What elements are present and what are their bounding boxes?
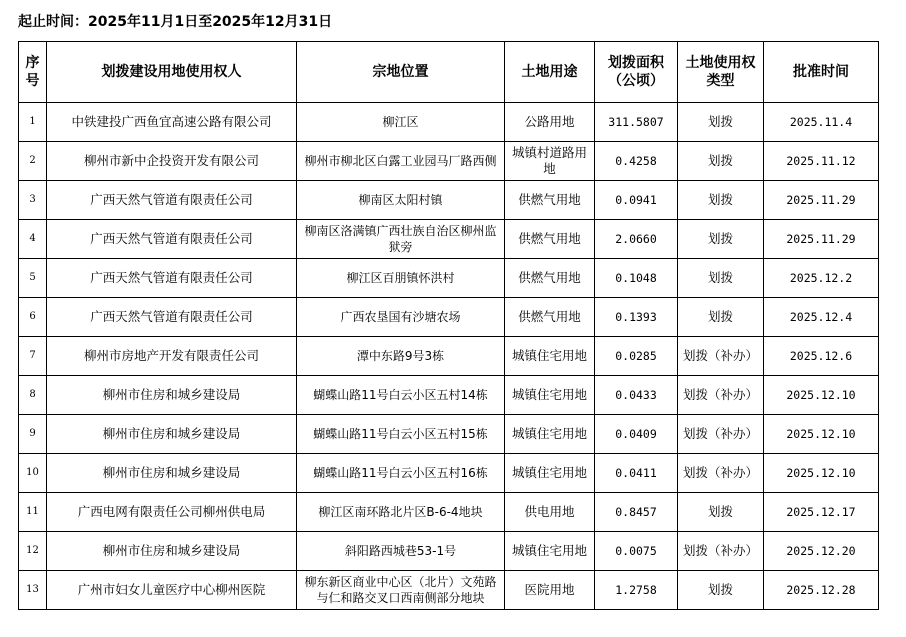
location-cell: 柳南区太阳村镇 <box>297 181 505 220</box>
serial-number-cell: 1 <box>19 103 47 142</box>
serial-number-cell: 5 <box>19 259 47 298</box>
land-holder-cell: 柳州市住房和城乡建设局 <box>47 454 297 493</box>
land-holder-cell: 柳州市房地产开发有限责任公司 <box>47 337 297 376</box>
right-type-cell: 划拨（补办） <box>678 337 764 376</box>
serial-number-cell: 7 <box>19 337 47 376</box>
approval-date-cell: 2025.12.10 <box>764 454 879 493</box>
land-holder-cell: 广西天然气管道有限责任公司 <box>47 259 297 298</box>
table-row <box>19 181 879 220</box>
serial-number-cell: 3 <box>19 181 47 220</box>
serial-number-cell: 6 <box>19 298 47 337</box>
serial-number-cell: 9 <box>19 415 47 454</box>
area-cell: 0.0409 <box>595 415 678 454</box>
table-row <box>19 259 879 298</box>
right-type-cell: 划拨（补办） <box>678 376 764 415</box>
table-row <box>19 376 879 415</box>
approval-date-cell: 2025.12.6 <box>764 337 879 376</box>
table-row <box>19 454 879 493</box>
land-use-cell: 公路用地 <box>505 103 595 142</box>
approval-date-cell: 2025.11.29 <box>764 181 879 220</box>
right-type-cell: 划拨（补办） <box>678 532 764 571</box>
land-use-cell: 供燃气用地 <box>505 220 595 259</box>
approval-date-cell: 2025.12.10 <box>764 415 879 454</box>
column-header-approval-date: 批准时间 <box>764 42 879 103</box>
approval-date-cell: 2025.11.4 <box>764 103 879 142</box>
column-header-area: 划拨面积（公顷） <box>595 42 678 103</box>
serial-number-cell: 8 <box>19 376 47 415</box>
serial-number-cell: 13 <box>19 571 47 610</box>
column-header-serial-number: 序号 <box>19 42 47 103</box>
right-type-cell: 划拨 <box>678 298 764 337</box>
area-cell: 1.2758 <box>595 571 678 610</box>
location-cell: 柳江区 <box>297 103 505 142</box>
area-cell: 0.1393 <box>595 298 678 337</box>
area-cell: 0.4258 <box>595 142 678 181</box>
table-row <box>19 532 879 571</box>
area-cell: 0.0285 <box>595 337 678 376</box>
right-type-cell: 划拨 <box>678 142 764 181</box>
approval-date-cell: 2025.12.10 <box>764 376 879 415</box>
land-holder-cell: 柳州市住房和城乡建设局 <box>47 532 297 571</box>
approval-date-cell: 2025.12.2 <box>764 259 879 298</box>
location-cell: 柳州市柳北区白露工业园马厂路西侧 <box>297 142 505 181</box>
page-title: 起止时间：2025年11月1日至2025年12月31日 <box>18 14 333 30</box>
table-row <box>19 220 879 259</box>
area-cell: 2.0660 <box>595 220 678 259</box>
right-type-cell: 划拨（补办） <box>678 454 764 493</box>
right-type-cell: 划拨 <box>678 181 764 220</box>
serial-number-cell: 2 <box>19 142 47 181</box>
serial-number-cell: 12 <box>19 532 47 571</box>
land-use-cell: 供电用地 <box>505 493 595 532</box>
right-type-cell: 划拨 <box>678 493 764 532</box>
land-use-cell: 城镇住宅用地 <box>505 337 595 376</box>
area-cell: 0.0941 <box>595 181 678 220</box>
right-type-cell: 划拨 <box>678 220 764 259</box>
location-cell: 柳江区南环路北片区B-6-4地块 <box>297 493 505 532</box>
land-use-cell: 城镇住宅用地 <box>505 376 595 415</box>
location-cell: 柳江区百朋镇怀洪村 <box>297 259 505 298</box>
approval-date-cell: 2025.12.17 <box>764 493 879 532</box>
land-grant-table <box>18 41 879 610</box>
serial-number-cell: 11 <box>19 493 47 532</box>
table-row <box>19 142 879 181</box>
table-body <box>19 103 879 610</box>
right-type-cell: 划拨 <box>678 571 764 610</box>
column-header-right-type: 土地使用权类型 <box>678 42 764 103</box>
header-row <box>19 42 879 103</box>
table-row <box>19 337 879 376</box>
column-header-land-use: 土地用途 <box>505 42 595 103</box>
approval-date-cell: 2025.12.28 <box>764 571 879 610</box>
land-holder-cell: 广西天然气管道有限责任公司 <box>47 181 297 220</box>
area-cell: 0.0075 <box>595 532 678 571</box>
location-cell: 潭中东路9号3栋 <box>297 337 505 376</box>
land-holder-cell: 广西天然气管道有限责任公司 <box>47 220 297 259</box>
table-row <box>19 103 879 142</box>
land-holder-cell: 广西电网有限责任公司柳州供电局 <box>47 493 297 532</box>
land-use-cell: 供燃气用地 <box>505 298 595 337</box>
location-cell: 蝴蝶山路11号白云小区五村14栋 <box>297 376 505 415</box>
land-holder-cell: 柳州市新中企投资开发有限公司 <box>47 142 297 181</box>
right-type-cell: 划拨 <box>678 259 764 298</box>
column-header-location: 宗地位置 <box>297 42 505 103</box>
location-cell: 蝴蝶山路11号白云小区五村15栋 <box>297 415 505 454</box>
land-use-cell: 城镇住宅用地 <box>505 415 595 454</box>
location-cell: 柳东新区商业中心区（北片）文苑路与仁和路交叉口西南侧部分地块 <box>297 571 505 610</box>
approval-date-cell: 2025.11.12 <box>764 142 879 181</box>
land-holder-cell: 广州市妇女儿童医疗中心柳州医院 <box>47 571 297 610</box>
table-row <box>19 571 879 610</box>
table-row <box>19 493 879 532</box>
location-cell: 蝴蝶山路11号白云小区五村16栋 <box>297 454 505 493</box>
area-cell: 0.0433 <box>595 376 678 415</box>
land-use-cell: 供燃气用地 <box>505 259 595 298</box>
right-type-cell: 划拨 <box>678 103 764 142</box>
land-holder-cell: 广西天然气管道有限责任公司 <box>47 298 297 337</box>
approval-date-cell: 2025.11.29 <box>764 220 879 259</box>
column-header-land-holder: 划拨建设用地使用权人 <box>47 42 297 103</box>
land-holder-cell: 中铁建投广西鱼宜高速公路有限公司 <box>47 103 297 142</box>
serial-number-cell: 10 <box>19 454 47 493</box>
approval-date-cell: 2025.12.20 <box>764 532 879 571</box>
land-use-cell: 城镇村道路用地 <box>505 142 595 181</box>
table-row <box>19 298 879 337</box>
area-cell: 0.1048 <box>595 259 678 298</box>
area-cell: 0.0411 <box>595 454 678 493</box>
land-use-cell: 医院用地 <box>505 571 595 610</box>
location-cell: 柳南区洛满镇广西壮族自治区柳州监狱旁 <box>297 220 505 259</box>
land-use-cell: 城镇住宅用地 <box>505 532 595 571</box>
right-type-cell: 划拨（补办） <box>678 415 764 454</box>
serial-number-cell: 4 <box>19 220 47 259</box>
table-header <box>19 42 879 103</box>
land-use-cell: 城镇住宅用地 <box>505 454 595 493</box>
location-cell: 广西农垦国有沙塘农场 <box>297 298 505 337</box>
area-cell: 311.5807 <box>595 103 678 142</box>
table-row <box>19 415 879 454</box>
area-cell: 0.8457 <box>595 493 678 532</box>
land-use-cell: 供燃气用地 <box>505 181 595 220</box>
approval-date-cell: 2025.12.4 <box>764 298 879 337</box>
location-cell: 斜阳路西城巷53-1号 <box>297 532 505 571</box>
land-holder-cell: 柳州市住房和城乡建设局 <box>47 376 297 415</box>
land-holder-cell: 柳州市住房和城乡建设局 <box>47 415 297 454</box>
